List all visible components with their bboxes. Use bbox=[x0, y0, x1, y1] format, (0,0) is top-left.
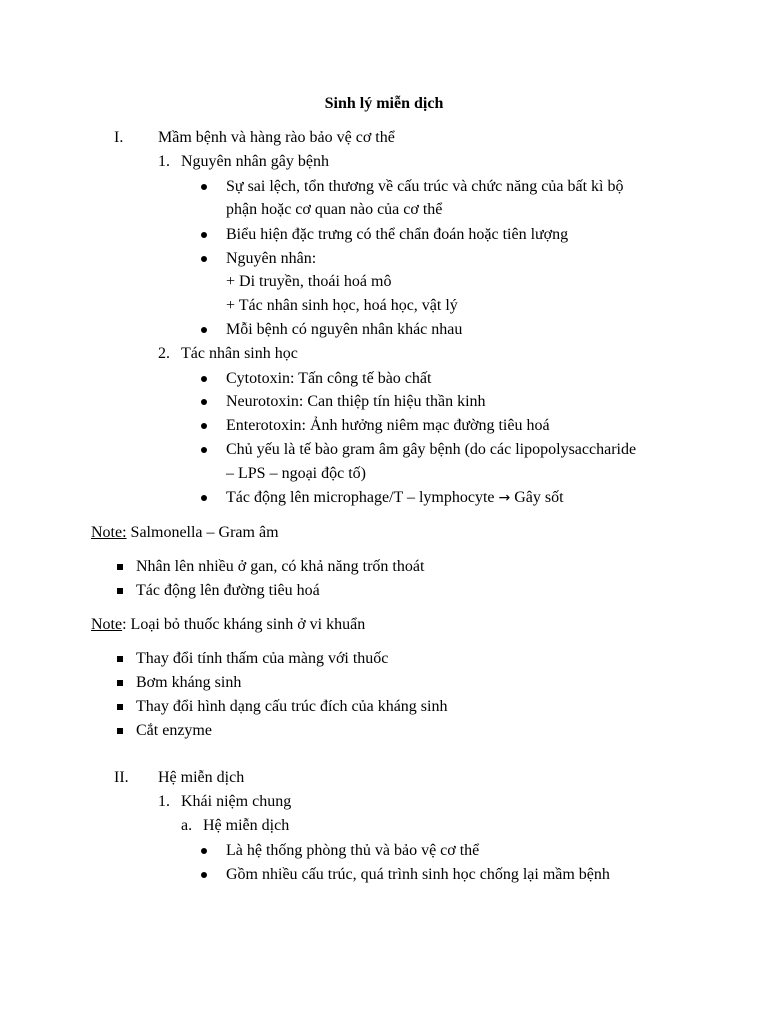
subsection-2-1-number: 1. bbox=[158, 793, 170, 810]
subsection-2-1-heading: Khái niệm chung bbox=[181, 793, 292, 810]
list-item: Tác động lên đường tiêu hoá bbox=[136, 582, 320, 599]
subsection-1-2-heading: Tác nhân sinh học bbox=[181, 345, 298, 362]
list-item: Thay đổi tính thấm của màng với thuốc bbox=[136, 650, 389, 667]
list-item: Sự sai lệch, tổn thương về cấu trúc và chức năng của bất kì bộ bbox=[226, 178, 624, 195]
list-item: Cắt enzyme bbox=[136, 722, 212, 739]
document-title: Sinh lý miễn dịch bbox=[324, 95, 444, 112]
note-label: Note: bbox=[91, 524, 127, 541]
list-item-result: Gây sốt bbox=[514, 489, 564, 506]
note-text: Salmonella – Gram âm bbox=[126, 524, 279, 541]
subsection-2-1-a-letter: a. bbox=[181, 817, 193, 834]
list-item bbox=[226, 488, 564, 508]
right-arrow-icon: → bbox=[498, 490, 511, 506]
list-item: Biểu hiện đặc trưng có thể chẩn đoán hoặc tiên lượng bbox=[226, 226, 569, 243]
subsection-2-1-a-heading: Hệ miễn dịch bbox=[203, 817, 290, 834]
note-text: : Loại bỏ thuốc kháng sinh ở vi khuẩn bbox=[122, 616, 366, 633]
list-item: Mỗi bệnh có nguyên nhân khác nhau bbox=[226, 321, 463, 338]
list-item: Bơm kháng sinh bbox=[136, 674, 242, 691]
list-item: Nguyên nhân: bbox=[226, 250, 317, 267]
section-2-heading: Hệ miễn dịch bbox=[158, 769, 245, 786]
section-1-heading: Mầm bệnh và hàng rào bảo vệ cơ thể bbox=[158, 129, 395, 146]
subsection-1-2-number: 2. bbox=[158, 345, 170, 362]
list-item: Thay đổi hình dạng cấu trúc đích của kháng sinh bbox=[136, 698, 448, 715]
note-label: Note bbox=[91, 616, 123, 633]
list-item: Enterotoxin: Ảnh hưởng niêm mạc đường tiêu hoá bbox=[226, 417, 550, 434]
list-item: Neurotoxin: Can thiệp tín hiệu thần kinh bbox=[226, 393, 486, 410]
note-1 bbox=[91, 523, 279, 543]
subsection-1-1-number: 1. bbox=[158, 153, 170, 170]
list-subitem: + Tác nhân sinh học, hoá học, vật lý bbox=[226, 297, 458, 314]
list-item: Chủ yếu là tế bào gram âm gây bệnh (do các lipopolysaccharide bbox=[226, 441, 637, 458]
section-1-numeral: I. bbox=[114, 129, 124, 146]
list-item: Cytotoxin: Tấn công tế bào chất bbox=[226, 370, 432, 387]
list-item: Nhân lên nhiều ở gan, có khả năng trốn thoát bbox=[136, 558, 425, 575]
list-subitem: + Di truyền, thoái hoá mô bbox=[226, 273, 392, 290]
section-2-numeral: II. bbox=[114, 769, 129, 786]
list-item-continuation: phận hoặc cơ quan nào của cơ thể bbox=[226, 201, 443, 218]
subsection-1-1-heading: Nguyên nhân gây bệnh bbox=[181, 153, 329, 170]
note-2 bbox=[91, 615, 365, 635]
list-item: Là hệ thống phòng thủ và bảo vệ cơ thể bbox=[226, 842, 480, 859]
list-item: Gồm nhiều cấu trúc, quá trình sinh học chống lại mầm bệnh bbox=[226, 866, 610, 883]
list-item-continuation: – LPS – ngoại độc tố) bbox=[226, 465, 366, 482]
list-item-text: Tác động lên microphage/T – lymphocyte bbox=[226, 489, 495, 506]
